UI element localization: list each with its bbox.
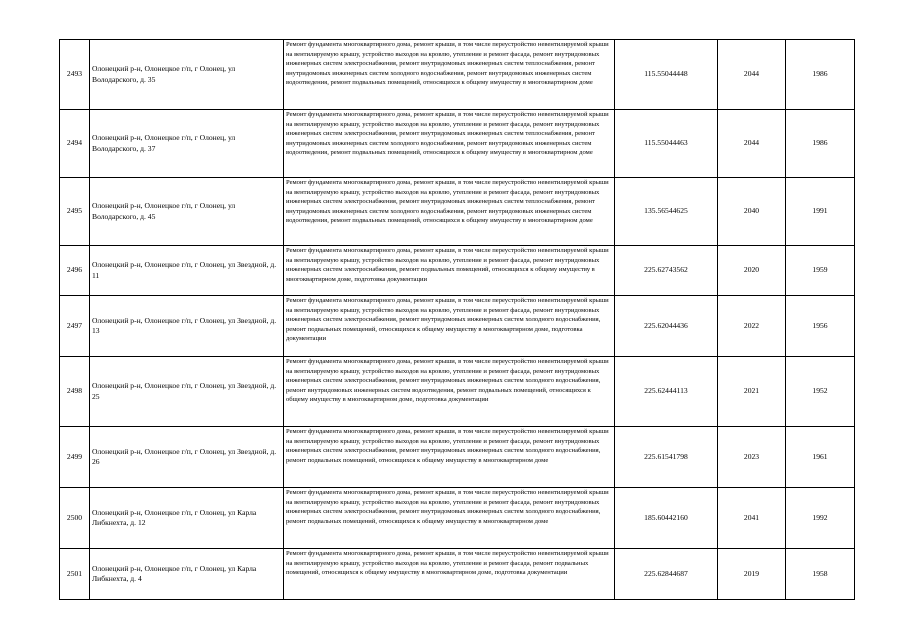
cost-cell: 115.55044448: [615, 40, 718, 110]
table-row: [60, 488, 855, 549]
address-cell: Олонецкий р-н, Олонецкое г/п, г Олонец, ул Карла Либкнехта, д. 12: [90, 488, 284, 549]
row-number: 2498: [60, 357, 90, 427]
table-body: [60, 40, 855, 600]
row-number: 2494: [60, 110, 90, 178]
address-cell: Олонецкий р-н, Олонецкое г/п, г Олонец, ул Звездной, д. 25: [90, 357, 284, 427]
built-year-cell: 1956: [786, 296, 855, 357]
works-cell: Ремонт фундамента многоквартирного дома, ремонт крыши, в том числе переустройство невентилируемой крыши на вентилируемую крышу, устройство выходов на кровлю, утепление и ремонт фасада, ремонт внутридомовых инженерных систем электроснабжения, ремонт внутридомовых инженерных систем холодного водоснабжения, ремонт подвальных помещений, относящихся к общему имуществу в многоквартирном доме: [284, 427, 615, 488]
row-number: 2497: [60, 296, 90, 357]
cost-cell: 185.60442160: [615, 488, 718, 549]
cost-cell: 135.56544625: [615, 178, 718, 246]
planned-year-cell: 2021: [718, 357, 786, 427]
table-row: [60, 110, 855, 178]
planned-year-cell: 2041: [718, 488, 786, 549]
planned-year-cell: 2019: [718, 549, 786, 600]
cost-cell: 225.61541798: [615, 427, 718, 488]
built-year-cell: 1991: [786, 178, 855, 246]
planned-year-cell: 2044: [718, 40, 786, 110]
table-row: [60, 40, 855, 110]
table-row: [60, 246, 855, 296]
planned-year-cell: 2022: [718, 296, 786, 357]
built-year-cell: 1986: [786, 40, 855, 110]
built-year-cell: 1959: [786, 246, 855, 296]
works-cell: Ремонт фундамента многоквартирного дома, ремонт крыши, в том числе переустройство невентилируемой крыши на вентилируемую крышу, устройство выходов на кровлю, утепление и ремонт фасада, ремонт внутридомовых инженерных систем электроснабжения, ремонт подвальных помещений, относящихся к общему имуществу в многоквартирном доме, подготовка документации: [284, 246, 615, 296]
address-cell: Олонецкий р-н, Олонецкое г/п, г Олонец, ул Володарского, д. 35: [90, 40, 284, 110]
built-year-cell: 1986: [786, 110, 855, 178]
built-year-cell: 1952: [786, 357, 855, 427]
table-row: [60, 296, 855, 357]
cost-cell: 225.62044436: [615, 296, 718, 357]
address-cell: Олонецкий р-н, Олонецкое г/п, г Олонец, ул Звездной, д. 11: [90, 246, 284, 296]
row-number: 2499: [60, 427, 90, 488]
works-cell: Ремонт фундамента многоквартирного дома, ремонт крыши, в том числе переустройство невентилируемой крыши на вентилируемую крышу, устройство выходов на кровлю, утепление и ремонт фасада, ремонт внутридомовых инженерных систем электроснабжения, ремонт внутридомовых инженерных систем холодного водоснабжения, ремонт подвальных помещений, относящихся к общему имуществу в многоквартирном доме: [284, 488, 615, 549]
planned-year-cell: 2023: [718, 427, 786, 488]
works-cell: Ремонт фундамента многоквартирного дома, ремонт крыши, в том числе переустройство невентилируемой крыши на вентилируемую крышу, устройство выходов на кровлю, утепление и ремонт фасада, ремонт подвальных помещений, относящихся к общему имуществу в многоквартирном доме, подготовка документации: [284, 549, 615, 600]
works-cell: Ремонт фундамента многоквартирного дома, ремонт крыши, в том числе переустройство невентилируемой крыши на вентилируемую крышу, устройство выходов на кровлю, утепление и ремонт фасада, ремонт внутридомовых инженерных систем электроснабжения, ремонт внутридомовых инженерных систем холодного водоснабжения, ремонт внутридомовых инженерных систем водоотведения, ремонт подвальных помещений, относящихся к общему имуществу в многоквартирном доме, подготовка документации: [284, 357, 615, 427]
cost-cell: 115.55044463: [615, 110, 718, 178]
row-number: 2500: [60, 488, 90, 549]
built-year-cell: 1958: [786, 549, 855, 600]
address-cell: Олонецкий р-н, Олонецкое г/п, г Олонец, ул Карла Либкнехта, д. 4: [90, 549, 284, 600]
built-year-cell: 1961: [786, 427, 855, 488]
row-number: 2496: [60, 246, 90, 296]
works-cell: Ремонт фундамента многоквартирного дома, ремонт крыши, в том числе переустройство невентилируемой крыши на вентилируемую крышу, устройство выходов на кровлю, утепление и ремонт фасада, ремонт внутридомовых инженерных систем электроснабжения, ремонт внутридомовых инженерных систем теплоснабжения, ремонт внутридомовых инженерных систем холодного водоснабжения, ремонт внутридомовых инженерных систем водоотведения, ремонт подвальных помещений, относящихся к общему имуществу в многоквартирном доме: [284, 110, 615, 178]
repair-program-table: [59, 39, 855, 600]
table-row: [60, 427, 855, 488]
table-row: [60, 357, 855, 427]
planned-year-cell: 2044: [718, 110, 786, 178]
address-cell: Олонецкий р-н, Олонецкое г/п, г Олонец, ул Звездной, д. 26: [90, 427, 284, 488]
works-cell: Ремонт фундамента многоквартирного дома, ремонт крыши, в том числе переустройство невентилируемой крыши на вентилируемую крышу, устройство выходов на кровлю, утепление и ремонт фасада, ремонт внутридомовых инженерных систем электроснабжения, ремонт внутридомовых инженерных систем теплоснабжения, ремонт внутридомовых инженерных систем холодного водоснабжения, ремонт внутридомовых инженерных систем водоотведения, ремонт подвальных помещений, относящихся к общему имуществу в многоквартирном доме: [284, 178, 615, 246]
built-year-cell: 1992: [786, 488, 855, 549]
row-number: 2495: [60, 178, 90, 246]
table-row: [60, 178, 855, 246]
row-number: 2501: [60, 549, 90, 600]
planned-year-cell: 2020: [718, 246, 786, 296]
cost-cell: 225.62844687: [615, 549, 718, 600]
cost-cell: 225.62743562: [615, 246, 718, 296]
table-row: [60, 549, 855, 600]
planned-year-cell: 2040: [718, 178, 786, 246]
row-number: 2493: [60, 40, 90, 110]
address-cell: Олонецкий р-н, Олонецкое г/п, г Олонец, ул Володарского, д. 37: [90, 110, 284, 178]
address-cell: Олонецкий р-н, Олонецкое г/п, г Олонец, ул Володарского, д. 45: [90, 178, 284, 246]
address-cell: Олонецкий р-н, Олонецкое г/п, г Олонец, ул Звездной, д. 13: [90, 296, 284, 357]
works-cell: Ремонт фундамента многоквартирного дома, ремонт крыши, в том числе переустройство невентилируемой крыши на вентилируемую крышу, устройство выходов на кровлю, утепление и ремонт фасада, ремонт внутридомовых инженерных систем электроснабжения, ремонт внутридомовых инженерных систем теплоснабжения, ремонт внутридомовых инженерных систем холодного водоснабжения, ремонт внутридомовых инженерных систем водоотведения, ремонт подвальных помещений, относящихся к общему имуществу в многоквартирном доме: [284, 40, 615, 110]
cost-cell: 225.62444113: [615, 357, 718, 427]
works-cell: Ремонт фундамента многоквартирного дома, ремонт крыши, в том числе переустройство невентилируемой крыши на вентилируемую крышу, устройство выходов на кровлю, утепление и ремонт фасада, ремонт внутридомовых инженерных систем электроснабжения, ремонт внутридомовых инженерных систем холодного водоснабжения, ремонт подвальных помещений, относящихся к общему имуществу в многоквартирном доме, подготовка документации: [284, 296, 615, 357]
